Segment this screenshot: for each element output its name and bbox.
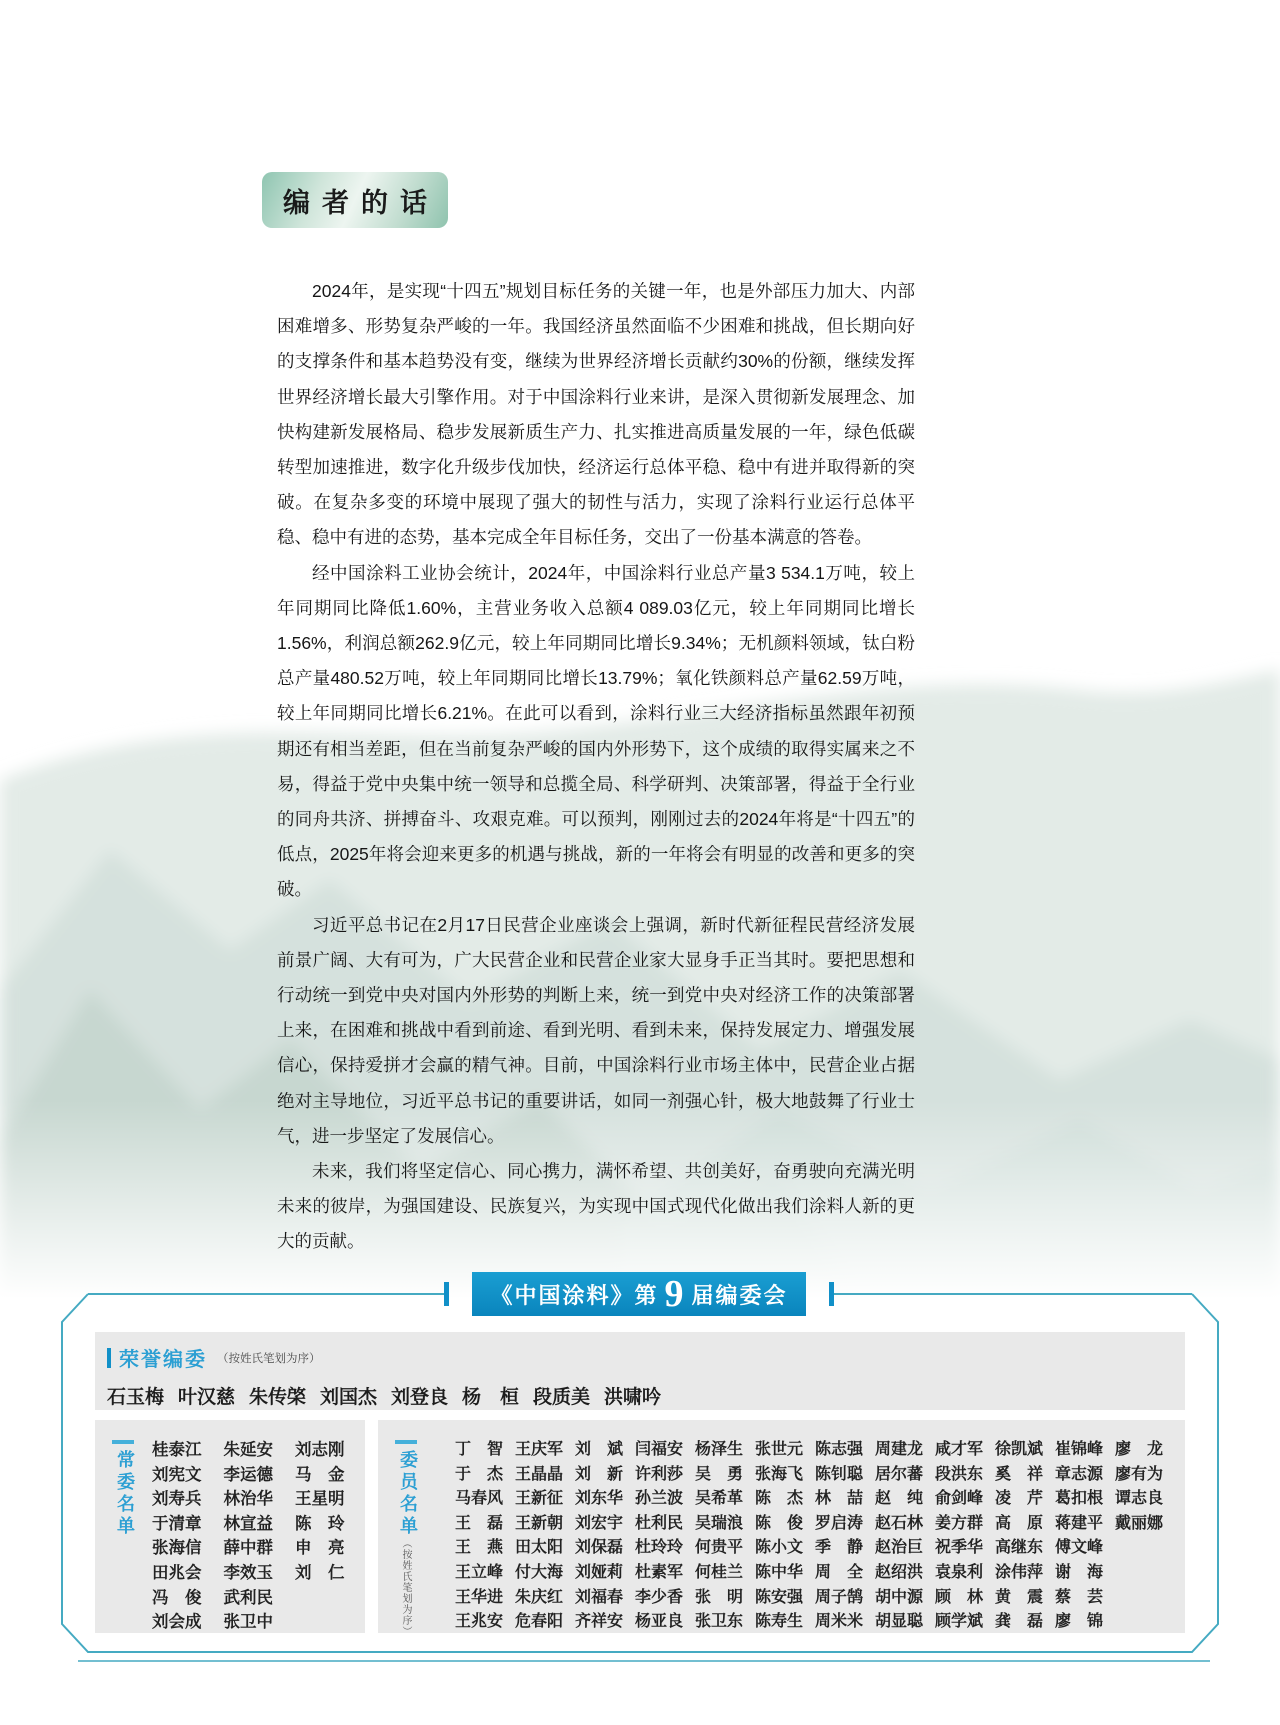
honorary-sort-note: （按姓氏笔划为序） <box>217 1352 321 1365</box>
banner-prefix: 《中国涂料》第 <box>490 1282 659 1308</box>
member-name: 张卫东 <box>695 1613 744 1631</box>
member-name: 王燕 <box>455 1539 503 1557</box>
honorary-member-name: 段质美 <box>533 1387 591 1408</box>
standing-member-name: 林治华 <box>223 1489 273 1509</box>
member-name: 刘娅莉 <box>575 1563 624 1581</box>
member-name: 涂伟萍 <box>995 1563 1044 1581</box>
member-name: 周全 <box>815 1563 863 1581</box>
member-name: 张海飞 <box>755 1465 804 1483</box>
member-name: 刘福春 <box>575 1588 624 1606</box>
member-name: 崔锦峰 <box>1055 1441 1104 1458</box>
standing-member-name: 王星明 <box>295 1489 345 1509</box>
member-name: 刘宏宇 <box>575 1514 624 1532</box>
member-name: 张明 <box>695 1588 743 1606</box>
member-name: 蔡芸 <box>1055 1588 1103 1606</box>
member-name: 刘斌 <box>575 1441 623 1458</box>
member-name: 袁泉利 <box>935 1563 984 1581</box>
members-name-grid <box>455 1438 1163 1635</box>
member-name: 王庆军 <box>515 1441 564 1458</box>
standing-member-name: 李运德 <box>223 1464 273 1484</box>
honorary-member-name: 刘登良 <box>391 1387 449 1408</box>
member-name: 杜素军 <box>635 1563 684 1581</box>
honorary-member-name: 刘国杰 <box>320 1387 378 1408</box>
member-name: 王晶晶 <box>515 1465 564 1483</box>
member-name: 陈小文 <box>755 1539 804 1557</box>
standing-member-name: 冯俊 <box>152 1587 202 1607</box>
honorary-label: 荣誉编委 <box>119 1349 207 1371</box>
member-name: 季静 <box>815 1539 863 1557</box>
member-name: 王华进 <box>455 1588 504 1606</box>
member-name: 刘新 <box>575 1465 623 1483</box>
member-name: 赵治巨 <box>875 1539 924 1557</box>
standing-member-name: 李效玉 <box>223 1562 273 1582</box>
member-name: 徐凯斌 <box>995 1441 1044 1458</box>
standing-member-name: 刘会成 <box>152 1612 202 1632</box>
member-name: 田太阳 <box>515 1539 564 1557</box>
standing-member-name: 武利民 <box>223 1587 273 1607</box>
member-name: 马春风 <box>455 1490 504 1508</box>
page-title-badge: 编者的话 <box>262 172 448 228</box>
accent-dash <box>112 1440 134 1444</box>
member-name: 凌芹 <box>995 1490 1043 1508</box>
members-label-column <box>395 1450 421 1637</box>
member-name: 周米米 <box>815 1613 864 1631</box>
member-name: 刘保磊 <box>575 1539 624 1557</box>
banner-left-tick <box>444 1282 449 1306</box>
standing-label: 常委名单 <box>115 1450 135 1538</box>
article-paragraph: 习近平总书记在2月17日民营企业座谈会上强调，新时代新征程民营经济发展前景广阔、大有可为，广大民营企业和民营企业家大显身手正当其时。要把思想和行动统一到党中央对国内外形势的判断上来，统一到党中央对经济工作的决策部署上来，在困难和挑战中看到前途、看到光明、看到未来，保持发展定力、增强发展信心，保持爱拼才会赢的精气神。目前，中国涂料行业市场主体中，民营企业占据绝对主导地位，习近平总书记的重要讲话，如同一剂强心针，极大地鼓舞了行业士气，进一步坚定了发展信心。 <box>277 914 915 1146</box>
member-name: 廖龙 <box>1115 1441 1163 1458</box>
standing-member-name: 刘志刚 <box>295 1440 345 1459</box>
member-name: 居尔蕃 <box>875 1465 924 1483</box>
standing-member-name: 马金 <box>295 1464 345 1484</box>
member-name: 李少香 <box>635 1588 684 1606</box>
standing-member-name: 刘仁 <box>295 1562 345 1582</box>
honorary-member-name: 朱传棨 <box>249 1387 307 1408</box>
members-label: 委员名单 <box>398 1450 418 1538</box>
member-name: 陈寿生 <box>755 1613 804 1631</box>
editor-note-article <box>277 274 915 1260</box>
member-name: 何桂兰 <box>695 1563 744 1581</box>
member-name: 杨亚良 <box>635 1613 684 1631</box>
standing-member-name: 陈玲 <box>295 1513 345 1533</box>
standing-member-name: 林宣益 <box>223 1513 273 1533</box>
member-name: 周子鹄 <box>815 1588 864 1606</box>
member-name: 杨泽生 <box>695 1441 744 1458</box>
honorary-member-name: 杨桓 <box>462 1387 519 1408</box>
member-name: 胡中源 <box>875 1588 924 1606</box>
member-name: 何贵平 <box>695 1539 744 1557</box>
member-name: 陈钊聪 <box>815 1465 864 1483</box>
standing-member-name: 薛中群 <box>223 1538 273 1558</box>
member-name: 段洪东 <box>935 1465 984 1483</box>
member-name: 许利莎 <box>635 1465 684 1483</box>
member-name: 葛扣根 <box>1055 1490 1104 1508</box>
standing-member-name: 张海信 <box>152 1538 202 1558</box>
standing-member-name: 申亮 <box>295 1538 345 1558</box>
member-name: 傅文峰 <box>1055 1539 1104 1557</box>
member-name: 王新朝 <box>515 1514 564 1532</box>
standing-name-grid <box>152 1438 345 1635</box>
member-name: 林喆 <box>815 1490 863 1508</box>
member-name: 陈俊 <box>755 1514 803 1532</box>
member-name: 俞剑峰 <box>935 1490 984 1508</box>
member-name: 黄震 <box>995 1588 1043 1606</box>
members-panel <box>378 1420 1185 1637</box>
article-paragraph: 经中国涂料工业协会统计，2024年，中国涂料行业总产量3 534.1万吨，较上年同期同比降低1.60%，主营业务收入总额4 089.03亿元，较上年同期同比增长1.56%，利润总额262.9亿元，较上年同期同比增长9.34%；无机颜料领域，钛白粉总产量480.52万吨，较上年同期同比增长13.79%；氧化铁颜料总产量62.59万吨，较上年同期同比增长6.21%。在此可以看到，涂料行业三大经济指标虽然跟年初预期还有相当差距，但在当前复杂严峻的国内外形势下，这个成绩的取得实属来之不易，得益于党中央集中统一领导和总揽全局、科学研判、决策部署，得益于全行业的同舟共济、拼搏奋斗、攻艰克难。可以预判，刚刚过去的2024年将是“十四五”的低点，2025年将会迎来更多的机遇与挑战，新的一年将会有明显的改善和更多的突破。 <box>277 562 915 900</box>
member-name: 危春阳 <box>515 1613 564 1631</box>
standing-member-name: 朱延安 <box>223 1440 273 1459</box>
member-name: 杜利民 <box>635 1514 684 1532</box>
banner-right-tick <box>829 1282 834 1306</box>
member-name: 赵绍洪 <box>875 1563 924 1581</box>
standing-committee-panel <box>95 1420 365 1633</box>
member-name: 杜玲玲 <box>635 1539 684 1557</box>
member-name: 吴希革 <box>695 1490 744 1508</box>
honorary-header <box>95 1332 1185 1372</box>
honorary-member-name: 洪啸吟 <box>604 1387 662 1408</box>
member-name: 王兆安 <box>455 1613 504 1631</box>
member-name: 祝季华 <box>935 1539 984 1557</box>
member-name: 王磊 <box>455 1514 503 1532</box>
member-name: 顾学斌 <box>935 1613 984 1631</box>
member-name: 丁智 <box>455 1441 503 1458</box>
honorary-name-list <box>95 1372 1185 1409</box>
member-name: 周建龙 <box>875 1441 924 1458</box>
member-name: 龚磊 <box>995 1613 1043 1631</box>
members-label-block <box>395 1440 421 1637</box>
member-name: 朱庆红 <box>515 1588 564 1606</box>
member-name: 陈安强 <box>755 1588 804 1606</box>
standing-member-name: 刘宪文 <box>152 1464 202 1484</box>
member-name: 赵纯 <box>875 1490 923 1508</box>
member-name: 张世元 <box>755 1441 804 1458</box>
member-name: 罗启涛 <box>815 1514 864 1532</box>
member-name: 胡显聪 <box>875 1613 924 1631</box>
member-name: 顾林 <box>935 1588 983 1606</box>
standing-member-name: 张卫中 <box>223 1612 273 1632</box>
member-name: 吴瑞浪 <box>695 1514 744 1532</box>
member-name: 陈中华 <box>755 1563 804 1581</box>
member-name: 高原 <box>995 1514 1043 1532</box>
member-name: 高继东 <box>995 1539 1044 1557</box>
member-name: 刘东华 <box>575 1490 624 1508</box>
board-banner <box>472 1272 806 1316</box>
banner-suffix: 届编委会 <box>691 1282 788 1308</box>
member-name: 吴勇 <box>695 1465 743 1483</box>
member-name: 谢海 <box>1055 1563 1103 1581</box>
accent-dash <box>395 1440 417 1444</box>
member-name: 陈杰 <box>755 1490 803 1508</box>
member-name: 付大海 <box>515 1563 564 1581</box>
standing-member-name: 田兆会 <box>152 1562 202 1582</box>
honorary-committee-panel <box>95 1332 1185 1410</box>
banner-edition-number: 9 <box>664 1273 686 1315</box>
member-name: 王新征 <box>515 1490 564 1508</box>
member-name: 廖有为 <box>1115 1465 1164 1483</box>
article-paragraph: 2024年，是实现“十四五”规划目标任务的关键一年，也是外部压力加大、内部困难增多、形势复杂严峻的一年。我国经济虽然面临不少困难和挑战，但长期向好的支撑条件和基本趋势没有变，继续为世界经济增长贡献约30%的份额，继续发挥世界经济增长最大引擎作用。对于中国涂料行业来讲，是深入贯彻新发展理念、加快构建新发展格局、稳步发展新质生产力、扎实推进高质量发展的一年，绿色低碳转型加速推进，数字化升级步伐加快，经济运行总体平稳、稳中有进并取得新的突破。在复杂多变的环境中展现了强大的韧性与活力，实现了涂料行业运行总体平稳、稳中有进的态势，基本完成全年目标任务，交出了一份基本满意的答卷。 <box>277 281 915 548</box>
member-name: 咸才军 <box>935 1441 984 1458</box>
standing-member-name: 于清章 <box>152 1513 202 1533</box>
member-name: 孙兰波 <box>635 1490 684 1508</box>
member-name: 廖锦 <box>1055 1613 1103 1631</box>
member-name: 章志源 <box>1055 1465 1104 1483</box>
member-name: 陈志强 <box>815 1441 864 1458</box>
member-name: 王立峰 <box>455 1563 504 1581</box>
article-paragraph: 未来，我们将坚定信心、同心携力，满怀希望、共创美好，奋勇驶向充满光明未来的彼岸，为强国建设、民族复兴，为实现中国式现代化做出我们涂料人新的更大的贡献。 <box>277 1161 915 1252</box>
standing-member-name: 刘寿兵 <box>152 1489 202 1509</box>
member-name: 姜方群 <box>935 1514 984 1532</box>
member-name: 闫福安 <box>635 1441 684 1458</box>
standing-label-block <box>112 1440 138 1538</box>
member-name: 蒋建平 <box>1055 1514 1104 1532</box>
standing-member-name: 桂泰江 <box>152 1440 202 1459</box>
accent-bar <box>107 1348 111 1368</box>
member-name: 戴丽娜 <box>1115 1514 1164 1532</box>
honorary-member-name: 叶汉慈 <box>178 1387 236 1408</box>
member-name: 齐祥安 <box>575 1613 624 1631</box>
members-sort-note: （按姓氏笔划为序） <box>400 1538 411 1637</box>
member-name: 于杰 <box>455 1465 503 1483</box>
member-name: 奚祥 <box>995 1465 1043 1483</box>
honorary-member-name: 石玉梅 <box>107 1387 165 1408</box>
member-name: 赵石林 <box>875 1514 924 1532</box>
member-name: 谭志良 <box>1115 1490 1164 1508</box>
